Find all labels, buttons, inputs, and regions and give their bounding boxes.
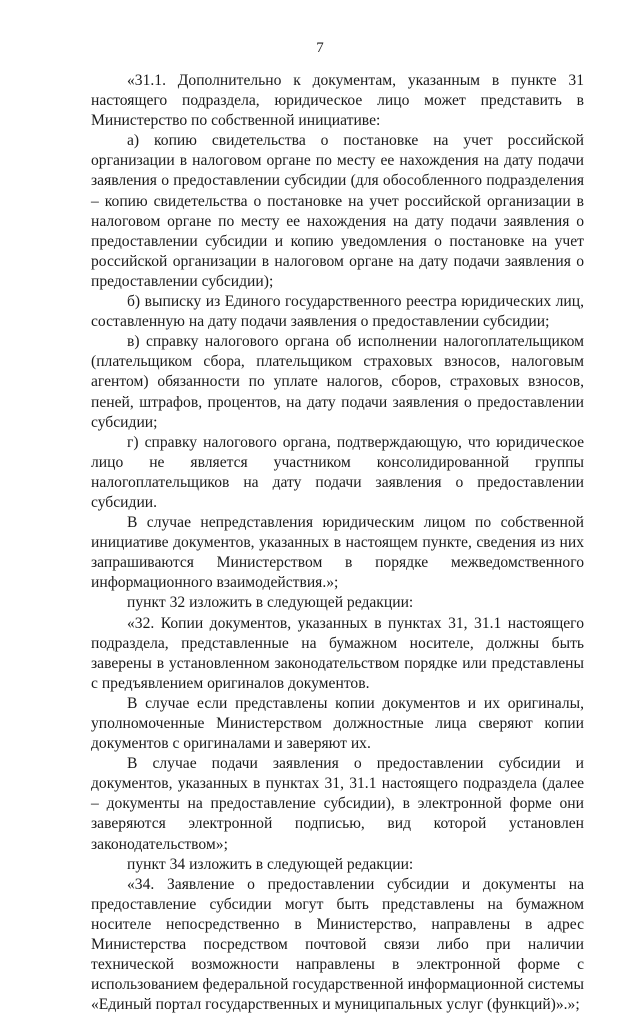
paragraph-copies-originals: В случае если представлены копии документов и их оригиналы, уполномоченные Министерством должностные лица сверяют копии документов с оригиналами и заверяют их. [91, 694, 584, 753]
paragraph-31-1: «31.1. Дополнительно к документам, указанным в пункте 31 настоящего подраздела, юридическое лицо может представить в Министерство по собственной инициативе: [91, 72, 584, 130]
paragraph-amend-32: пункт 32 изложить в следующей редакции: [127, 594, 414, 612]
document-body [91, 71, 584, 1015]
paragraph-item-a: а) копию свидетельства о постановке на учет российской организации в налоговом органе по месту ее нахождения на дату подачи заявления о предоставлении субсидии (для обособленного подразделения – копию свидетельства о постановке на учет российской организации в налоговом органе по месту ее нахождения на дату подачи заявления о предоставлении субсидии и копию уведомления о постановке на учет российской организации в налоговом органе на дату подачи заявления о предоставлении субсидии); [91, 132, 584, 290]
paragraph-item-v: в) справку налогового органа об исполнении налогоплательщиком (плательщиком сбора, плательщиком страховых взносов, налоговым агентом) обязанности по уплате налогов, сборов, страховых взносов, пеней, штрафов, процентов, на дату подачи заявления о предоставлении субсидии; [91, 333, 584, 431]
page-number: 7 [316, 40, 324, 56]
paragraph-item-g: г) справку налогового органа, подтверждающую, что юридическое лицо не является участником консолидированной группы налогоплательщиков на дату подачи заявления о предоставлении субсидии. [91, 433, 584, 511]
paragraph-34: «34. Заявление о предоставлении субсидии и документы на предоставление субсидии могут быть представлены на бумажном носителе непосредственно в Министерство, направлены в адрес Министерства посредством почтовой связи либо при наличии технической возможности направлены в электронной форме с использованием федеральной государственной информационной системы «Единый портал государственных и муниципальных услуг (функций)».»; [91, 875, 584, 1014]
paragraph-amend-34: пункт 34 изложить в следующей редакции: [127, 855, 414, 873]
paragraph-electronic-form: В случае подачи заявления о предоставлении субсидии и документов, указанных в пунктах 31, 31.1 настоящего подраздела (далее – документы на предоставление субсидии), в электронной форме они заверяются электронной подписью, вид которой установлен законодательством»; [91, 755, 584, 853]
paragraph-32: «32. Копии документов, указанных в пунктах 31, 31.1 настоящего подраздела, представленные на бумажном носителе, должны быть заверены в установленном законодательством порядке или представлены с предъявлением оригиналов документов. [91, 614, 584, 692]
paragraph-non-submission: В случае непредставления юридическим лицом по собственной инициативе документов, указанных в настоящем пункте, сведения из них запрашиваются Министерством в порядке межведомственного информационного взаимодействия.»; [91, 514, 584, 592]
paragraph-item-b: б) выписку из Единого государственного реестра юридических лиц, составленную на дату подачи заявления о предоставлении субсидии; [91, 293, 584, 331]
